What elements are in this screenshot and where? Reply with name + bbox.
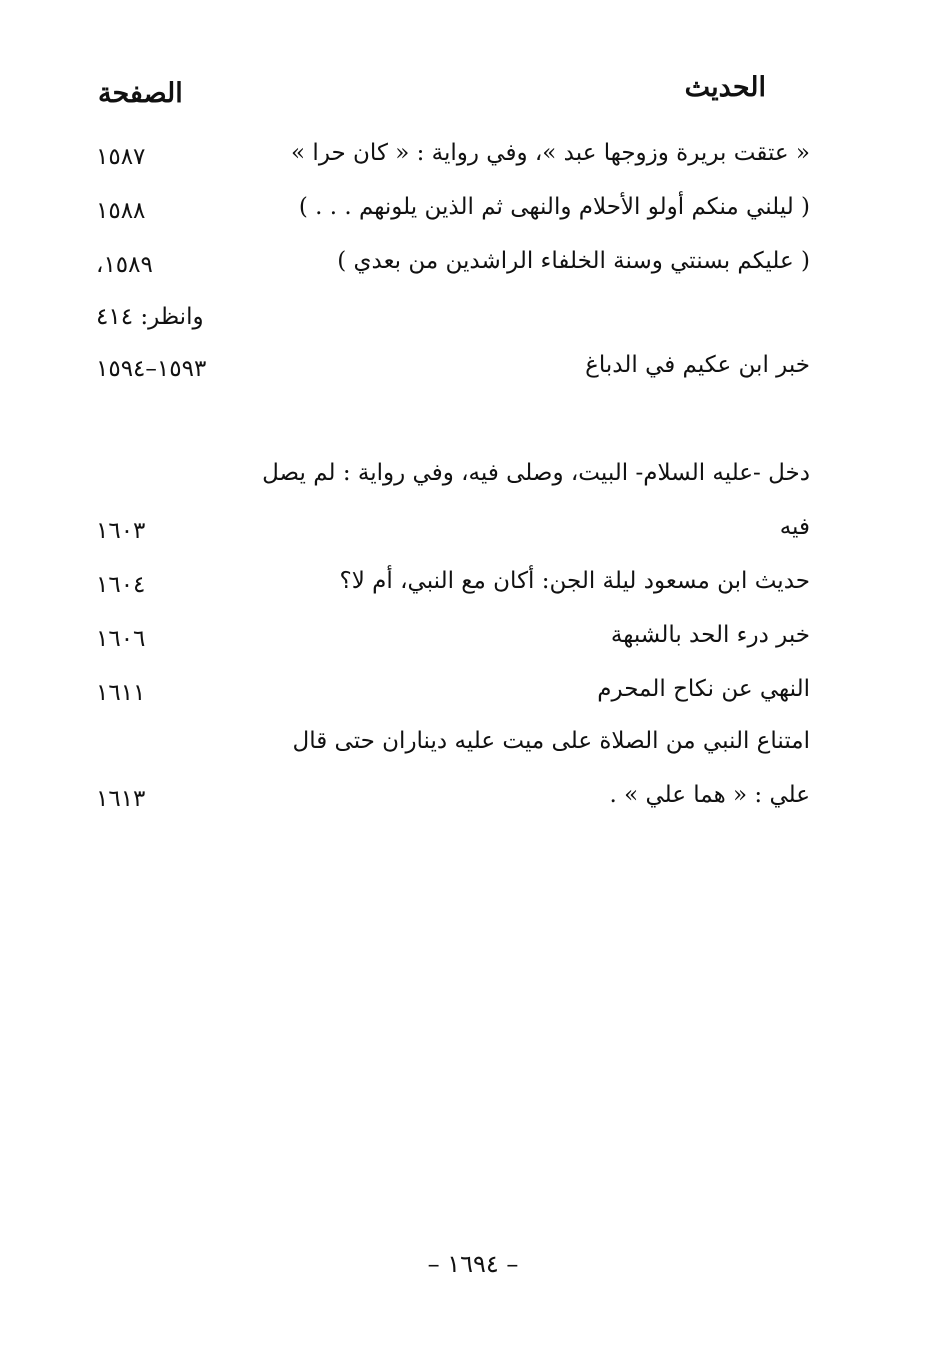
page-number: – ١٦٩٤ – [427,1250,519,1278]
entry-text: دخل -عليه السلام- البيت، وصلى فيه، وفي رواية : لم يصل [262,460,810,486]
column-header-hadith: الحديث [684,72,766,103]
entry-text: خبر ابن عكيم في الدباغ [585,352,810,378]
entry-text: حديث ابن مسعود ليلة الجن: أكان مع النبي، أم لا؟ [339,568,810,594]
entry-page: ١٦١١ [96,680,146,706]
entry-page: ١٥٨٨ [96,198,146,224]
entry-page: ١٦٠٣ [96,518,146,544]
entry-text: خبر درء الحد بالشبهة [610,622,810,648]
entry-page: ١٦٠٦ [96,626,146,652]
entry-page: ١٥٨٩، [96,252,153,278]
entry-page: ١٥٩٣–١٥٩٤ [96,356,207,382]
entry-page: ١٥٨٧ [96,144,146,170]
entry-text: فيه [779,514,810,540]
entry-page: وانظر: ٤١٤ [96,304,204,330]
entry-text: امتناع النبي من الصلاة على ميت عليه ديناران حتى قال [292,728,810,754]
entry-text: النهي عن نكاح المحرم [597,676,810,702]
entry-text: ( ليلني منكم أولو الأحلام والنهى ثم الذين يلونهم . . . ) [298,194,810,220]
entry-text: « عتقت بريرة وزوجها عبد »، وفي رواية : « كان حرا » [291,140,810,166]
entry-text: ( عليكم بسنتي وسنة الخلفاء الراشدين من بعدي ) [337,248,810,274]
entry-page: ١٦٠٤ [96,572,146,598]
entry-text: علي : « هما علي » . [609,782,810,808]
entry-page: ١٦١٣ [96,786,146,812]
column-header-page: الصفحة [98,78,183,109]
